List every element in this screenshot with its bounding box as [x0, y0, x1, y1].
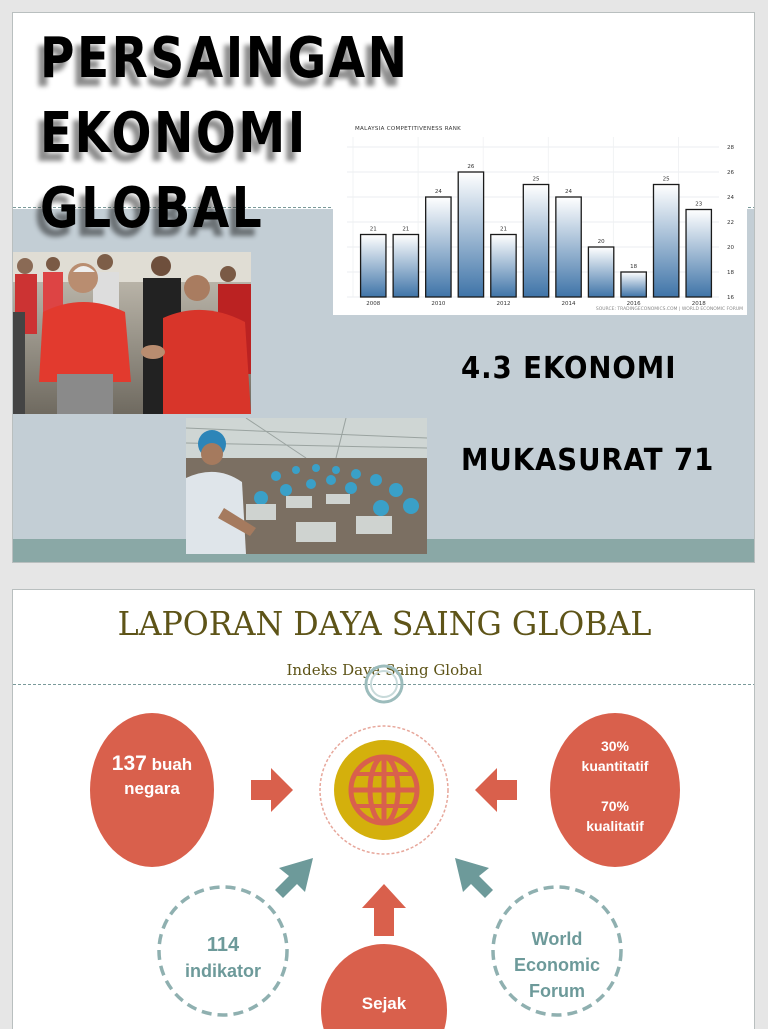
bar-value-label: 26	[467, 164, 475, 170]
bar-value-label: 23	[695, 201, 703, 208]
kuantitatif-pct: 30%	[600, 738, 630, 754]
x-tick-label: 2016	[626, 301, 641, 307]
ring-ornament-inner	[371, 671, 397, 697]
negara-text1: buah	[146, 755, 193, 774]
sejak-label: Sejak	[361, 994, 407, 1013]
kualitatif-pct: 70%	[600, 798, 630, 814]
slide2-title: LAPORAN DAYA SAING GLOBAL	[117, 604, 652, 643]
photo-leaders	[13, 252, 251, 414]
title-line-1: PERSAINGAN	[40, 26, 410, 91]
globe-icon	[351, 757, 417, 823]
slide2-subtitle: Indeks Daya Saing Global	[286, 661, 483, 679]
x-tick-label: 2018	[691, 301, 706, 307]
chart-bar	[523, 185, 548, 298]
indikator-number: 114	[206, 934, 240, 956]
competitiveness-chart	[333, 125, 747, 315]
y-tick-label: 24	[727, 195, 734, 201]
x-tick-label: 2012	[496, 301, 511, 307]
x-tick-label: 2010	[431, 301, 446, 307]
chart-bar	[393, 235, 418, 298]
bar-value-label: 25	[662, 176, 670, 183]
text-negara	[97, 752, 207, 801]
chart-plot	[333, 125, 747, 315]
bar-value-label: 24	[434, 189, 442, 195]
bar-value-label: 24	[565, 189, 573, 195]
section-label: 4.3 EKONOMI	[461, 351, 677, 386]
indikator-label: indikator	[184, 961, 261, 981]
chart-bar	[491, 235, 516, 298]
y-tick-label: 18	[727, 270, 734, 276]
bar-value-label: 21	[402, 226, 410, 233]
arrow-left-icon	[475, 768, 517, 812]
chart-bar	[556, 197, 581, 297]
y-tick-label: 20	[727, 245, 734, 251]
y-tick-label: 16	[727, 295, 734, 301]
chart-bar	[686, 210, 711, 298]
page-label: MUKASURAT 71	[461, 443, 715, 478]
slide-persaingan-ekonomi	[12, 12, 755, 563]
chart-bar	[588, 247, 613, 297]
negara-number: 137	[111, 752, 147, 775]
chart-source: SOURCE: TRADINGECONOMICS.COM | WORLD ECONOMIC FORUM	[595, 307, 743, 312]
negara-text2: negara	[124, 779, 180, 798]
text-wef	[497, 926, 617, 1004]
arrow-up-icon	[362, 884, 406, 936]
bar-value-label: 21	[369, 226, 377, 233]
text-indikator	[168, 932, 278, 984]
slide-laporan-daya-saing	[12, 589, 755, 1029]
title-line-3: GLOBAL	[40, 176, 265, 241]
text-sejak	[334, 992, 434, 1016]
y-tick-label: 26	[727, 170, 734, 176]
arrow-up-left-icon	[455, 858, 493, 898]
photo-factory	[186, 418, 427, 554]
kualitatif-label: kualitatif	[586, 818, 644, 834]
bar-value-label: 18	[630, 264, 638, 270]
chart-bar	[458, 172, 483, 297]
chart-title: MALAYSIA COMPETITIVENESS RANK	[355, 126, 462, 132]
y-tick-label: 22	[727, 220, 734, 226]
bar-value-label: 21	[499, 226, 507, 233]
chart-bar	[653, 185, 678, 298]
bar-value-label: 20	[597, 239, 605, 245]
title-line-2: EKONOMI	[40, 101, 308, 166]
wef-line3: Forum	[529, 981, 585, 1001]
wef-line1: World	[531, 929, 583, 949]
x-tick-label: 2014	[561, 301, 576, 307]
y-tick-label: 28	[727, 145, 734, 151]
chart-bar	[621, 272, 646, 297]
chart-bar	[426, 197, 451, 297]
bar-value-label: 25	[532, 176, 540, 183]
circle-sejak	[321, 944, 447, 1029]
kuantitatif-label: kuantitatif	[581, 758, 649, 774]
x-tick-label: 2008	[366, 301, 381, 307]
chart-bar	[361, 235, 386, 298]
arrow-up-right-icon	[275, 858, 313, 898]
arrow-right-icon	[251, 768, 293, 812]
text-kuantitatif	[553, 736, 677, 836]
wef-line2: Economic	[513, 955, 601, 975]
